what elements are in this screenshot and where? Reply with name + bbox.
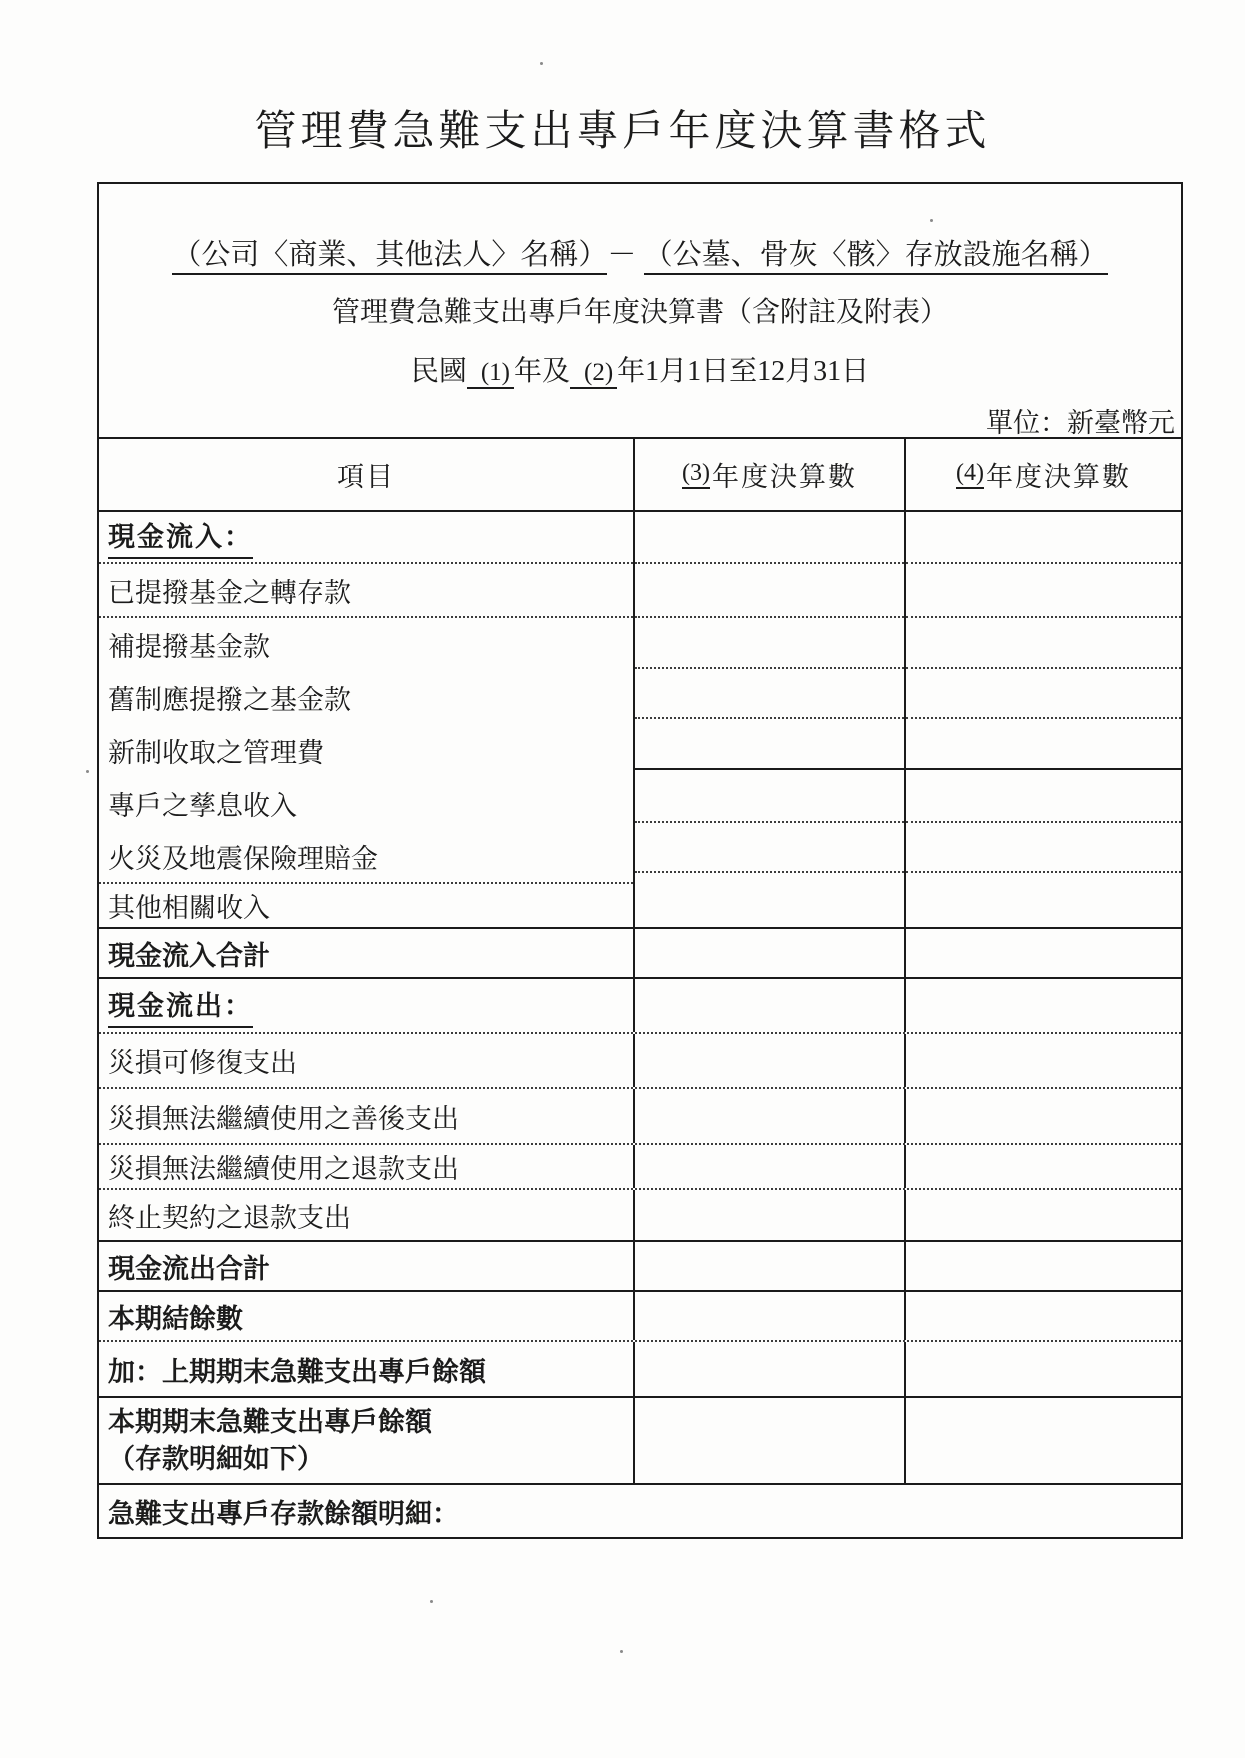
value-cell [635, 873, 904, 927]
ending-balance-label: 本期期末急難支出專戶餘額 [108, 1407, 432, 1438]
currency-unit-label: 單位：新臺幣元 [986, 408, 1175, 438]
value-cell [633, 1398, 904, 1483]
header-year4-ref: (4) [956, 460, 984, 489]
scan-speckle [430, 1600, 433, 1603]
row-contract-termination-refund: 終止契約之退款支出 [99, 1190, 1181, 1242]
cash-inflow-section [99, 512, 1181, 929]
header-year3-ref: (3) [682, 460, 710, 489]
value-cell [635, 512, 904, 564]
value-cell [633, 929, 904, 977]
value-cell [633, 1145, 904, 1188]
value-cell [633, 1034, 904, 1087]
row-current-period-balance: 本期結餘數 [99, 1292, 1181, 1342]
value-cell [635, 770, 904, 823]
period-line [99, 349, 1181, 389]
row-new-system-management-fee: 新制收取之管理費 [108, 737, 324, 768]
value-cell [635, 823, 904, 874]
row-current-period-ending-balance [99, 1398, 1181, 1485]
scan-speckle [86, 770, 89, 773]
value-cell [633, 1242, 904, 1290]
value-cell [904, 929, 1181, 977]
row-deposit-balance-detail: 急難支出專戶存款餘額明細： [108, 1498, 459, 1529]
value-cell [633, 979, 904, 1032]
value-cell [906, 873, 1181, 927]
value-cell [904, 1398, 1181, 1483]
row-cash-inflow-total: 現金流入合計 [99, 929, 1181, 979]
header-year3 [633, 439, 904, 510]
value-cell [633, 1190, 904, 1240]
value-cell [904, 1242, 1181, 1290]
document-title: 管理費急難支出專戶年度決算書格式 [254, 109, 991, 155]
scan-speckle [620, 1650, 623, 1653]
company-name-blank: （公司〈商業、其他法人〉名稱） [172, 239, 607, 275]
inflow-value-column-year3 [633, 512, 904, 927]
value-cell [904, 979, 1181, 1032]
value-cell [906, 669, 1181, 719]
row-other-related-income: 其他相關收入 [108, 893, 270, 924]
table-header-row [99, 439, 1181, 512]
form-box [97, 182, 1183, 1539]
row-unusable-damage-aftermath-expense: 災損無法繼續使用之善後支出 [99, 1089, 1181, 1145]
value-cell [906, 512, 1181, 564]
inflow-value-column-year4 [904, 512, 1181, 927]
value-cell [906, 564, 1181, 619]
facility-name-blank: （公墓、骨灰〈骸〉存放設施名稱） [644, 239, 1108, 275]
value-cell [904, 1034, 1181, 1087]
value-cell [904, 1089, 1181, 1143]
row-add-prior-period-ending-balance: 加：上期期末急難支出專戶餘額 [99, 1342, 1181, 1398]
header-year4-label: 年度決算數 [985, 462, 1131, 492]
settlement-table [97, 437, 1183, 1539]
row-unusable-damage-refund-expense: 災損無法繼續使用之退款支出 [99, 1145, 1181, 1190]
scan-speckle [930, 219, 933, 222]
value-cell [906, 770, 1181, 823]
row-fire-earthquake-insurance: 火災及地震保險理賠金 [99, 830, 633, 884]
row-cash-inflow-header: 現金流入： [99, 512, 633, 564]
period-mid: 年及 [513, 356, 570, 387]
value-cell [906, 719, 1181, 770]
value-cell [633, 1089, 904, 1143]
header-year4 [904, 439, 1181, 510]
value-cell [633, 1292, 904, 1340]
value-cell [906, 823, 1181, 874]
inflow-item-column [99, 512, 633, 927]
value-cell [633, 1342, 904, 1396]
header-year3-label: 年度決算數 [711, 462, 857, 492]
header-item: 項目 [337, 462, 395, 492]
period-prefix: 民國 [410, 356, 467, 387]
value-cell [904, 1190, 1181, 1240]
value-cell [635, 618, 904, 669]
year2-blank: (2) [570, 359, 617, 389]
period-suffix: 年1月1日至12月31日 [617, 356, 870, 387]
value-cell [906, 618, 1181, 669]
year1-blank: (1) [467, 359, 514, 389]
value-cell [635, 669, 904, 719]
ending-balance-note: （存款明細如下） [108, 1443, 324, 1474]
value-cell [904, 1145, 1181, 1188]
row-transferred-fund-deposits: 已提撥基金之轉存款 [99, 564, 633, 619]
org-name-dash: － [607, 239, 637, 271]
row-supplementary-fund: 補提撥基金款 [108, 632, 270, 663]
value-cell [635, 564, 904, 619]
row-account-interest-income: 專戶之孳息收入 [108, 791, 297, 822]
row-cash-outflow-total: 現金流出合計 [99, 1242, 1181, 1292]
scan-speckle [540, 62, 543, 65]
value-cell [904, 1342, 1181, 1396]
form-subtitle: 管理費急難支出專戶年度決算書（含附註及附表） [331, 297, 948, 328]
row-cash-outflow-header: 現金流出： [99, 979, 1181, 1034]
row-old-system-fund: 舊制應提撥之基金款 [108, 685, 351, 716]
value-cell [904, 1292, 1181, 1340]
value-cell [635, 719, 904, 770]
org-name-line [99, 232, 1181, 273]
row-repairable-damage-expense: 災損可修復支出 [99, 1034, 1181, 1089]
